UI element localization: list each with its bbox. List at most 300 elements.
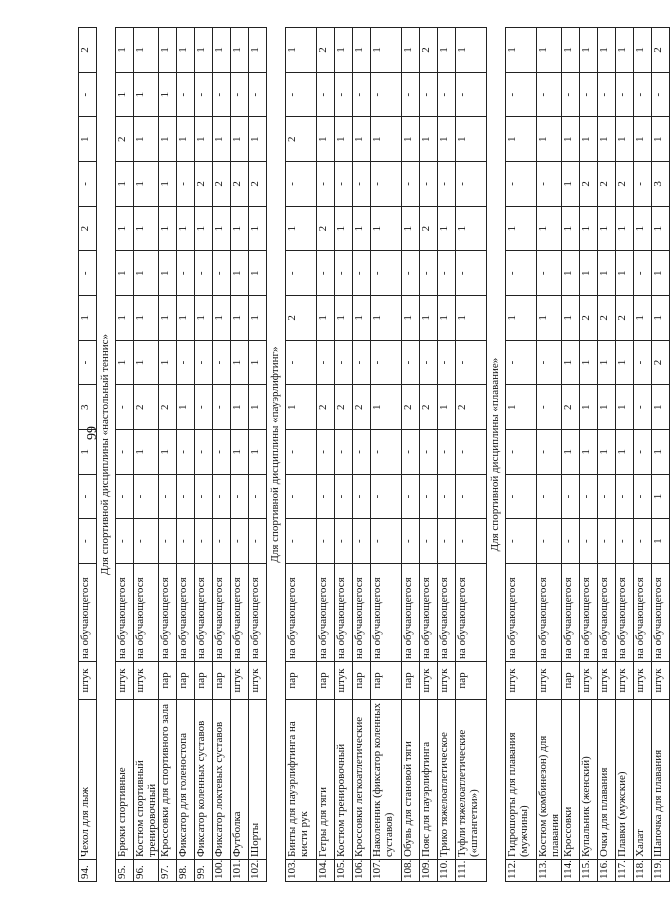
quantity-cell: - [420,430,438,475]
quantity-cell: - [177,474,195,519]
item-name: Брюки спортивные [116,700,134,860]
item-name: Гидрошорты для плавания (мужчины) [506,700,537,860]
table-row [231,28,249,882]
quantity-cell: 2 [420,385,438,430]
unit: штук [231,662,249,700]
item-name: Кроссовки для спортивного зала [159,700,177,860]
quantity-cell: 1 [438,385,456,430]
quantity-cell: 1 [213,206,231,251]
quantity-cell: 1 [438,206,456,251]
quantity-cell: 2 [79,28,97,73]
quantity-cell: 2 [286,296,317,341]
quantity-cell: 1 [231,251,249,296]
quantity-cell: - [634,474,652,519]
quantity-cell: - [438,162,456,207]
unit: штук [616,662,634,700]
quantity-cell: 1 [195,28,213,73]
quantity-cell: 1 [562,430,580,475]
quantity-cell: 2 [317,385,335,430]
quantity-cell: - [335,474,353,519]
table-row [420,28,438,882]
quantity-cell: - [580,474,598,519]
quantity-cell: 2 [616,296,634,341]
quantity-cell: 1 [598,385,616,430]
quantity-cell: 1 [353,117,371,162]
table-row [286,28,317,882]
quantity-cell: - [371,430,402,475]
quantity-cell: - [317,72,335,117]
unit: штук [438,662,456,700]
quantity-cell: 1 [353,28,371,73]
quantity-cell: 2 [402,385,420,430]
quantity-cell: - [456,162,487,207]
quantity-cell: - [402,474,420,519]
quantity-cell: 1 [580,251,598,296]
quantity-cell: 1 [249,430,267,475]
quantity-cell: - [634,430,652,475]
quantity-cell: 1 [79,430,97,475]
recipient: на обучающегося [537,564,562,662]
recipient: на обучающегося [652,564,670,662]
quantity-cell: 1 [634,28,652,73]
quantity-cell: - [286,72,317,117]
quantity-cell: 1 [580,117,598,162]
quantity-cell: - [249,474,267,519]
quantity-cell: - [402,72,420,117]
quantity-cell: 1 [438,117,456,162]
quantity-cell: 1 [116,340,134,385]
row-number: 100. [213,860,231,882]
quantity-cell: 1 [616,117,634,162]
quantity-cell: - [438,251,456,296]
quantity-cell: - [317,162,335,207]
quantity-cell: - [286,340,317,385]
quantity-cell: - [116,474,134,519]
quantity-cell: 1 [335,117,353,162]
quantity-cell: 1 [317,296,335,341]
unit: штук [79,662,97,700]
unit: пар [177,662,195,700]
quantity-cell: 1 [231,28,249,73]
quantity-cell: 1 [371,206,402,251]
quantity-cell: 2 [231,162,249,207]
quantity-cell: - [402,519,420,564]
quantity-cell: - [213,519,231,564]
quantity-cell: 1 [598,117,616,162]
quantity-cell: 1 [231,296,249,341]
quantity-cell: 1 [79,117,97,162]
quantity-cell: - [537,340,562,385]
quantity-cell: - [335,430,353,475]
table-row [317,28,335,882]
quantity-cell: 2 [580,296,598,341]
quantity-cell: 1 [231,206,249,251]
quantity-cell: 1 [371,117,402,162]
recipient: на обучающегося [116,564,134,662]
quantity-cell: 1 [195,296,213,341]
quantity-cell: 1 [438,28,456,73]
row-number: 94. [79,860,97,882]
quantity-cell: 1 [562,206,580,251]
quantity-cell: - [177,519,195,564]
quantity-cell: - [371,251,402,296]
quantity-cell: 1 [249,385,267,430]
quantity-cell: 1 [652,117,670,162]
quantity-cell: - [335,340,353,385]
quantity-cell: 1 [371,385,402,430]
recipient: на обучающегося [335,564,353,662]
quantity-cell: 1 [116,162,134,207]
row-number: 105. [335,860,353,882]
item-name: Очки для плавания [598,700,616,860]
unit: штук [537,662,562,700]
quantity-cell: 1 [456,296,487,341]
table-row [159,28,177,882]
quantity-cell: - [335,519,353,564]
quantity-cell: 1 [506,28,537,73]
quantity-cell: 1 [598,430,616,475]
item-name: Обувь для становой тяги [402,700,420,860]
recipient: на обучающегося [353,564,371,662]
recipient: на обучающегося [177,564,195,662]
page-number: 99 [85,426,100,440]
quantity-cell: - [116,519,134,564]
quantity-cell: - [195,430,213,475]
quantity-cell: 1 [134,296,159,341]
unit: пар [371,662,402,700]
quantity-cell: - [598,474,616,519]
item-name: Фиксатор для голеностопа [177,700,195,860]
quantity-cell: 1 [335,296,353,341]
quantity-cell: - [438,519,456,564]
quantity-cell: 1 [134,340,159,385]
equipment-table-body [79,28,670,882]
row-number: 95. [116,860,134,882]
quantity-cell: 2 [317,28,335,73]
quantity-cell: 1 [580,385,598,430]
quantity-cell: 1 [249,251,267,296]
quantity-cell: - [195,72,213,117]
quantity-cell: 1 [286,385,317,430]
item-name: Костюм (комбинезон) для плавания [537,700,562,860]
recipient: на обучающегося [286,564,317,662]
quantity-cell: 2 [79,206,97,251]
quantity-cell: - [353,72,371,117]
quantity-cell: 1 [616,28,634,73]
quantity-cell: - [116,430,134,475]
quantity-cell: 2 [353,385,371,430]
quantity-cell: - [438,474,456,519]
quantity-cell: 1 [537,28,562,73]
recipient: на обучающегося [616,564,634,662]
quantity-cell: 1 [335,206,353,251]
quantity-cell: 1 [537,206,562,251]
quantity-cell: 1 [580,340,598,385]
table-row [213,28,231,882]
quantity-cell: - [598,72,616,117]
quantity-cell: - [231,72,249,117]
quantity-cell: 1 [134,72,159,117]
quantity-cell: 1 [456,117,487,162]
quantity-cell: - [634,385,652,430]
quantity-cell: 1 [537,117,562,162]
unit: штук [249,662,267,700]
recipient: на обучающегося [580,564,598,662]
item-name: Фиксатор коленных суставов [195,700,213,860]
quantity-cell: - [402,251,420,296]
quantity-cell: 1 [616,340,634,385]
quantity-cell: 1 [652,296,670,341]
item-name: Трико тяжелоатлетическое [438,700,456,860]
quantity-cell: 1 [134,430,159,475]
quantity-cell: - [159,519,177,564]
quantity-cell: - [286,519,317,564]
table-row [177,28,195,882]
quantity-cell: 1 [159,28,177,73]
quantity-cell: 1 [580,206,598,251]
quantity-cell: 1 [116,296,134,341]
table-row [537,28,562,882]
quantity-cell: 1 [195,117,213,162]
quantity-cell: 1 [177,206,195,251]
recipient: на обучающегося [371,564,402,662]
quantity-cell: 1 [213,296,231,341]
quantity-cell: 1 [249,117,267,162]
quantity-cell: 2 [420,206,438,251]
quantity-cell: - [79,519,97,564]
recipient: на обучающегося [249,564,267,662]
quantity-cell: - [317,340,335,385]
quantity-cell: 1 [402,296,420,341]
table-row [438,28,456,882]
quantity-cell: - [195,519,213,564]
quantity-cell: - [79,72,97,117]
row-number: 113. [537,860,562,882]
quantity-cell: - [402,340,420,385]
quantity-cell: 1 [79,296,97,341]
unit: пар [353,662,371,700]
quantity-cell: - [335,162,353,207]
quantity-cell: - [438,430,456,475]
item-name: Бинты для пауэрлифтинга на кисти рук [286,700,317,860]
quantity-cell: 2 [420,28,438,73]
quantity-cell: - [317,474,335,519]
quantity-cell: 1 [598,340,616,385]
quantity-cell: - [335,251,353,296]
quantity-cell: 1 [134,162,159,207]
quantity-cell: 1 [562,296,580,341]
quantity-cell: - [506,430,537,475]
quantity-cell: 1 [134,206,159,251]
item-name: Шапочка для плавания [652,700,670,860]
recipient: на обучающегося [79,564,97,662]
row-number: 116. [598,860,616,882]
quantity-cell: - [177,430,195,475]
quantity-cell: - [420,72,438,117]
quantity-cell: - [616,72,634,117]
quantity-cell: - [537,72,562,117]
unit: пар [159,662,177,700]
unit: штук [506,662,537,700]
unit: штук [634,662,652,700]
table-row [580,28,598,882]
quantity-cell: - [213,72,231,117]
quantity-cell: 1 [286,28,317,73]
quantity-cell: 1 [652,430,670,475]
quantity-cell: 1 [598,206,616,251]
recipient: на обучающегося [506,564,537,662]
quantity-cell: - [195,474,213,519]
quantity-cell: - [402,430,420,475]
unit: пар [402,662,420,700]
quantity-cell: 1 [159,206,177,251]
quantity-cell: - [286,474,317,519]
quantity-cell: - [116,385,134,430]
quantity-cell: 1 [195,206,213,251]
quantity-cell: - [506,251,537,296]
quantity-cell: - [537,162,562,207]
row-number: 104. [317,860,335,882]
quantity-cell: 1 [562,162,580,207]
unit: штук [116,662,134,700]
section-title: Для спортивной дисциплины «плавание» [487,28,506,882]
item-name: Купальник (женский) [580,700,598,860]
item-name: Чехол для лыж [79,700,97,860]
quantity-cell: 1 [249,28,267,73]
recipient: на обучающегося [420,564,438,662]
quantity-cell: - [177,162,195,207]
table-row [616,28,634,882]
recipient: на обучающегося [134,564,159,662]
recipient: на обучающегося [213,564,231,662]
unit: пар [195,662,213,700]
quantity-cell: 2 [652,28,670,73]
unit: пар [317,662,335,700]
quantity-cell: - [79,474,97,519]
quantity-cell: - [249,519,267,564]
table-row [353,28,371,882]
quantity-cell: 2 [286,117,317,162]
quantity-cell: - [456,340,487,385]
quantity-cell: 1 [134,28,159,73]
quantity-cell: - [537,519,562,564]
recipient: на обучающегося [634,564,652,662]
item-name: Шорты [249,700,267,860]
recipient: на обучающегося [195,564,213,662]
quantity-cell: 1 [177,385,195,430]
row-number: 96. [134,860,159,882]
quantity-cell: 1 [231,430,249,475]
quantity-cell: - [177,340,195,385]
quantity-cell: - [317,251,335,296]
row-number: 110. [438,860,456,882]
item-name: Гетры для тяги [317,700,335,860]
quantity-cell: 1 [616,206,634,251]
quantity-cell: 1 [159,340,177,385]
quantity-cell: - [634,162,652,207]
quantity-cell: 1 [286,206,317,251]
quantity-cell: - [249,72,267,117]
quantity-cell: 1 [580,28,598,73]
quantity-cell: - [195,340,213,385]
row-number: 112. [506,860,537,882]
quantity-cell: 1 [159,251,177,296]
quantity-cell: - [420,251,438,296]
recipient: на обучающегося [317,564,335,662]
quantity-cell: - [371,340,402,385]
quantity-cell: 1 [562,251,580,296]
quantity-cell: 1 [634,296,652,341]
quantity-cell: - [537,474,562,519]
row-number: 109. [420,860,438,882]
quantity-cell: - [353,474,371,519]
quantity-cell: - [420,519,438,564]
quantity-cell: - [371,72,402,117]
unit: штук [652,662,670,700]
recipient: на обучающегося [456,564,487,662]
row-number: 111. [456,860,487,882]
quantity-cell: 1 [456,28,487,73]
row-number: 103. [286,860,317,882]
unit: пар [562,662,580,700]
quantity-cell: - [634,519,652,564]
quantity-cell: - [79,251,97,296]
quantity-cell: 1 [353,206,371,251]
quantity-cell: 1 [652,519,670,564]
quantity-cell: 1 [134,251,159,296]
quantity-cell: - [537,251,562,296]
table-row [335,28,353,882]
quantity-cell: 1 [562,117,580,162]
quantity-cell: 2 [213,162,231,207]
quantity-cell: 1 [652,474,670,519]
quantity-cell: - [420,474,438,519]
row-number: 118. [634,860,652,882]
row-number: 117. [616,860,634,882]
quantity-cell: - [231,519,249,564]
quantity-cell: - [317,430,335,475]
section-header [97,28,116,882]
quantity-cell: 2 [249,162,267,207]
recipient: на обучающегося [231,564,249,662]
quantity-cell: 2 [116,117,134,162]
quantity-cell: 1 [159,162,177,207]
quantity-cell: 1 [616,430,634,475]
quantity-cell: 1 [249,206,267,251]
quantity-cell: 1 [249,296,267,341]
quantity-cell: 1 [231,340,249,385]
quantity-cell: 2 [317,206,335,251]
quantity-cell: - [159,474,177,519]
quantity-cell: 1 [634,117,652,162]
quantity-cell: 1 [402,206,420,251]
quantity-cell: - [134,474,159,519]
quantity-cell: - [506,72,537,117]
unit: штук [580,662,598,700]
quantity-cell: 2 [134,385,159,430]
quantity-cell: - [506,519,537,564]
quantity-cell: 2 [652,340,670,385]
recipient: на обучающегося [402,564,420,662]
quantity-cell: 2 [598,296,616,341]
recipient: на обучающегося [438,564,456,662]
row-number: 115. [580,860,598,882]
quantity-cell: - [456,72,487,117]
quantity-cell: 1 [506,206,537,251]
item-name: Кроссовки [562,700,580,860]
quantity-cell: 2 [598,162,616,207]
quantity-cell: 1 [506,117,537,162]
